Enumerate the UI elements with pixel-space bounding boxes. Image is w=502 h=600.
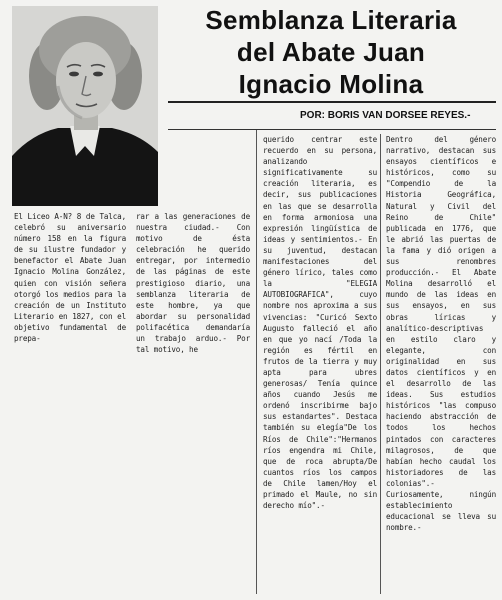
title-line-1: Semblanza Literaria (205, 5, 457, 35)
article-column-2: rar a las generaciones de nuestra ciudad.- Con motivo de ésta celebración he querido entregar, por intermedio de las páginas de este prestigioso diario, una semblanza literaria de este hombre, ya que abordar su personalidad polifacética demandaría un trabajo arduo.- Por tal motivo, he (136, 212, 250, 355)
abate-molina-portrait (12, 6, 158, 206)
column-divider (380, 134, 381, 594)
article-column-3: querido centrar este recuerdo en su persona, analizando significativamente su creación literaria, es decir, sus publicaciones en las que se desarrolla en forma armoniosa una expresión lingüística de ideas y sentimientos.- En su juventud, destacan manifestaciones del género lírico, tales como la "ELEGIA AUTOBIOGRAFICA", cuyo nombre nos aproxima a sus vivencias: "Curicó Sexto Augusto falleció el año en que yo nací /Toda la región es fértil en frutos de la tierra y muy apta para ubres generosas/ Tenía quince años cuando Jesús me ordenó inscribirme bajo sus estandartes". Destaca también su elegía"De los Ríos de Chile":"Hermanos ríos engendra mi Chile, que de roca abrupta/De cuantos ríos los campos de Chile lamen/Hoy el primado el Maule, no sin derecho mío".- (263, 135, 377, 511)
column-divider (256, 130, 257, 594)
byline: POR: BORIS VAN DORSEE REYES.- (300, 110, 471, 121)
byline-rule (168, 129, 496, 130)
title-line-2: del Abate Juan (236, 37, 426, 67)
title-line-3: Ignacio Molina (238, 69, 424, 99)
article-title (166, 4, 496, 100)
article-column-1: El Liceo A-N? 8 de Talca, celebró su aniversario número 158 en la figura de su ilustre fundador y benefactor el Abate Juan Ignacio Molina González, quien con visión señera otorgó los medios para la creación de un Instituto Literario en 1827, con el objetivo fundamental de prepa- (14, 212, 126, 344)
title-rule (168, 101, 496, 103)
article-column-4: Dentro del género narrativo, destacan sus ensayos científicos e históricos, como su "Compendio de la Historia Geográfica, Natural y Civil del Reino de Chile" publicada en 1776, que le abrió las puertas de la fama y dió origen a sus renombres producción.- El Abate Molina desarrolló el mundo de las ideas en sus ensayos, en sus obras líricas y analítico-descriptivas en estilo claro y elegante, con originalidad en sus datos científicos y en el desarrollo de las ideas. Sus estudios históricos "las compuso haciendo abstracción de todos los hechos pintados con caracteres milagrosos, de que habían hecho caudal los historiadores de las colonias".- Curiosamente, ningún establecimiento educacional se lleva su nombre.- (386, 135, 496, 533)
